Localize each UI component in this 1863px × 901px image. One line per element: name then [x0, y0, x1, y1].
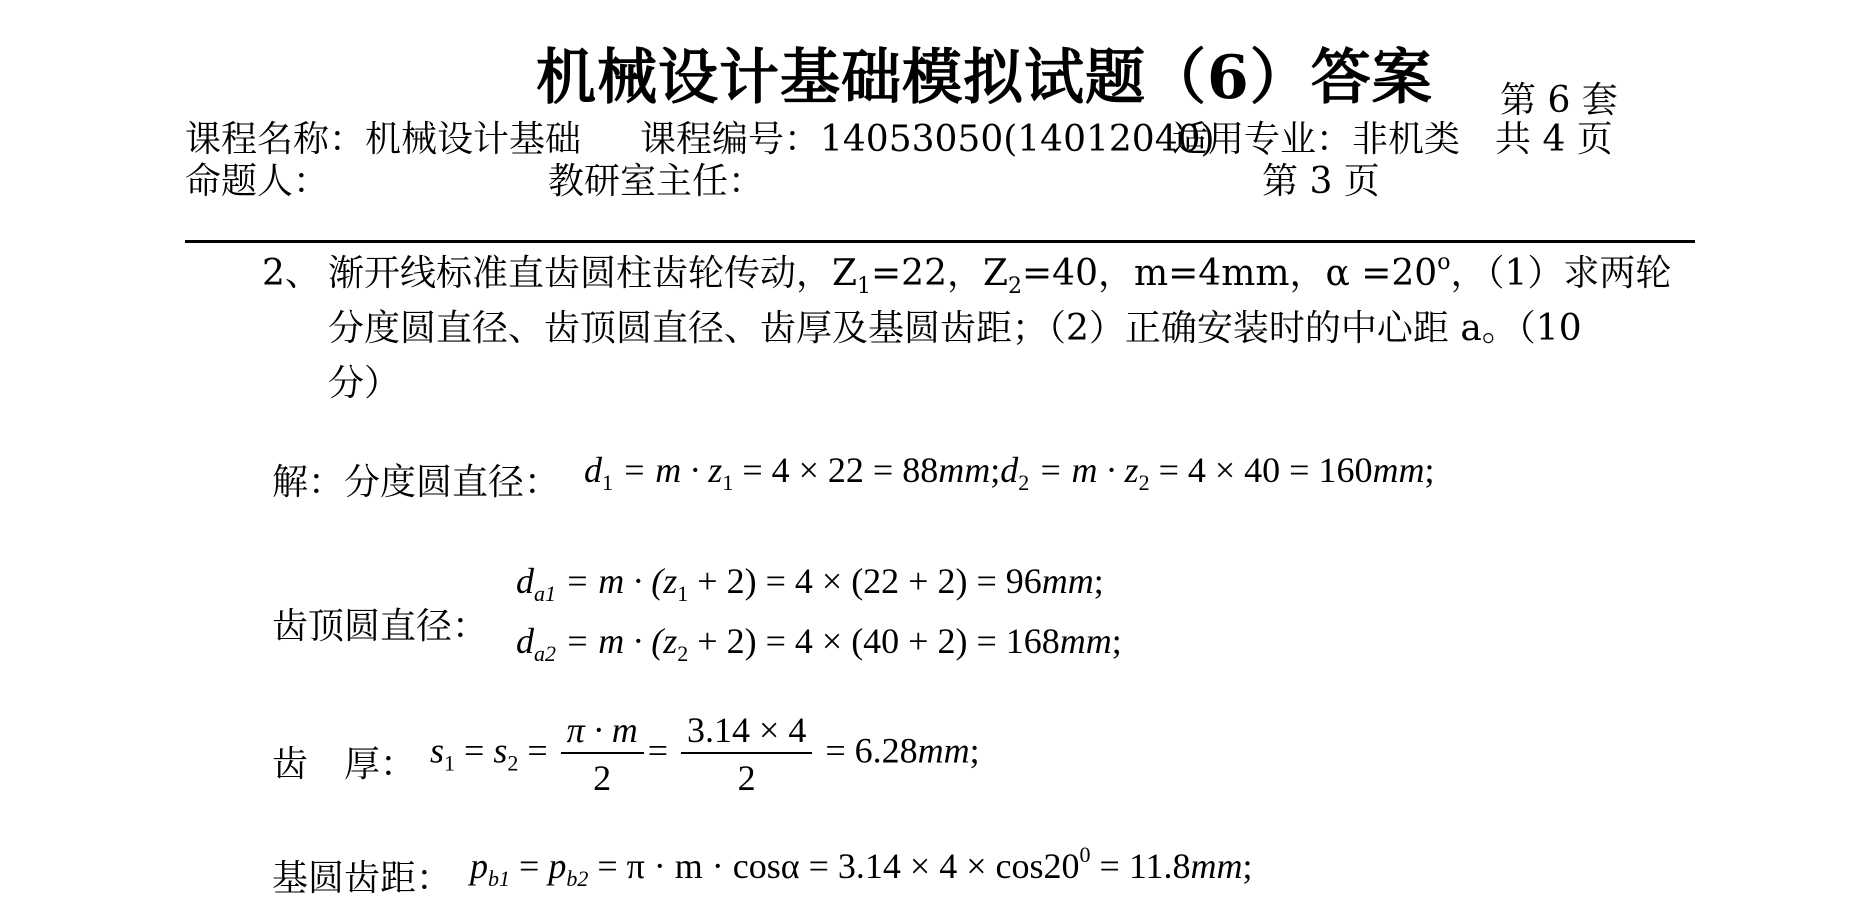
course-code: 课程编号：14053050(14012040) [640, 119, 1215, 160]
thickness-result: = 6.28 [816, 730, 918, 771]
applicable-major: 适用专业：非机类 [1172, 119, 1461, 160]
eq-pitch-mid-2: = 4 × 40 = 160 [1149, 450, 1373, 490]
header-divider [185, 240, 1695, 243]
fraction-2-num: 3.14 × 4 [681, 712, 812, 754]
unit-1: mm [938, 450, 991, 490]
document-title: 机械设计基础模拟试题（6）答案 [536, 43, 1433, 113]
question-line-1 [328, 250, 1672, 299]
director: 教研室主任： [548, 161, 765, 202]
base-pitch-eq: = π · m · cosα = 3.14 × 4 × cos20 [588, 846, 1080, 886]
q1-text-b: =22，Z [871, 253, 1009, 294]
base-pitch-result: = 11.8 [1090, 846, 1191, 886]
addendum-equation-1: $d_{a1} = m \cdot (z_1 + 2) = 4 \times (22 + 2) = 96mm$; [516, 561, 1104, 606]
unit-6: mm [1190, 846, 1243, 886]
q1-sub-1: 1 [857, 274, 872, 299]
eq-add-2: = m · (z [556, 621, 678, 661]
q1-sub-2: 2 [1008, 274, 1023, 299]
unit-4: mm [1059, 621, 1112, 661]
total-pages: 共 4 页 [1495, 119, 1613, 160]
question-line-3: 分） [328, 363, 401, 404]
course-name: 课程名称：机械设计基础 [185, 119, 582, 160]
fraction-2 [681, 712, 812, 796]
unit-5: mm [917, 730, 970, 771]
page-number: 第 3 页 [1262, 161, 1380, 202]
question-number: 2、 [262, 253, 321, 294]
base-pitch-equation: $p_{b1} = p_{b2} = \pi \cdot m \cdot \cos\alpha = 3.14 \times 4 \times \cos 20^0 = 11.8mm$; [470, 842, 1253, 891]
eq-pitch-rhs-1: = m · z [613, 450, 723, 490]
eq-add-1-tail: + 2) = 4 × (22 + 2) = 96 [688, 561, 1042, 601]
q1-text-d: ，（1）求两轮 [1450, 253, 1672, 294]
pitch-diameter-label: 解：分度圆直径： [272, 462, 561, 503]
set-number: 第 6 套 [1500, 80, 1618, 121]
question-setter: 命题人： [185, 161, 330, 202]
pitch-diameter-equation: $d_1 = m \cdot z_1 = 4 \times 22$ = $88mm;d_2 = m \cdot z_2 = 4 \times 40 = 160mm$; [584, 450, 1435, 495]
tooth-thickness-equation: $s_1 = s_2$ = $\frac{\pi \cdot m}{2}$ = $\frac{3.14 \times 4}{2}$ = 6.28mm; [430, 710, 980, 798]
eq-pitch-mid-1: = 4 × 22 = 88 [733, 450, 939, 490]
addendum-equation-2: $d_{a2} = m \cdot (z_2 + 2) = 4 \times (40 + 2) = 168mm$; [516, 621, 1122, 666]
q1-text-c: =40，m=4mm，α =20 [1022, 253, 1438, 294]
eq-pitch-rhs-2: = m · z [1029, 450, 1139, 490]
fraction-1-num: π · m [561, 712, 644, 754]
tooth-thickness-label: 齿 厚： [272, 744, 417, 785]
unit-2: mm [1372, 450, 1425, 490]
base-pitch-degree: 0 [1079, 842, 1091, 867]
q1-degree: o [1437, 250, 1451, 275]
fraction-1-den: 2 [593, 758, 612, 798]
base-pitch-label: 基圆齿距： [272, 858, 453, 899]
q1-text-a: 渐开线标准直齿圆柱齿轮传动，Z [328, 253, 858, 294]
unit-3: mm [1041, 561, 1094, 601]
addendum-diameter-label: 齿顶圆直径： [272, 606, 489, 647]
eq-add-2-tail: + 2) = 4 × (40 + 2) = 168 [688, 621, 1060, 661]
fraction-1 [561, 712, 644, 796]
eq-add-1: = m · (z [556, 561, 678, 601]
question-line-2: 分度圆直径、齿顶圆直径、齿厚及基圆齿距；（2）正确安装时的中心距 a。（10 [328, 308, 1582, 349]
fraction-2-den: 2 [737, 758, 756, 798]
